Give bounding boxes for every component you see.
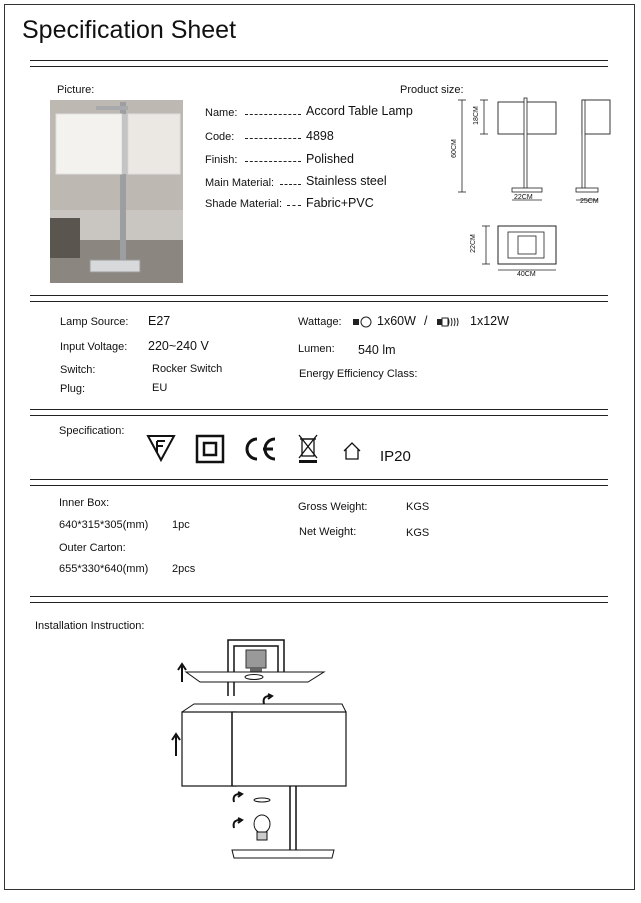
- net-weight-label: Net Weight:: [299, 526, 357, 538]
- inner-box-label: Inner Box:: [59, 497, 110, 509]
- wattage-incandescent: 1x60W: [377, 314, 416, 328]
- wattage-cfl: 1x12W: [470, 314, 509, 328]
- separator: [30, 409, 608, 416]
- separator: [30, 596, 608, 603]
- switch-value: Rocker Switch: [152, 363, 223, 375]
- gross-weight-label: Gross Weight:: [298, 501, 368, 513]
- lumen-label: Lumen:: [298, 343, 335, 355]
- input-voltage-label: Input Voltage:: [60, 341, 128, 353]
- outer-carton-size: 655*330*640(mm): [59, 563, 149, 575]
- energy-class-label: Energy Efficiency Class:: [299, 368, 418, 380]
- weee-bin-icon: [296, 432, 320, 464]
- side-view-drawing: [572, 96, 612, 206]
- leader-dashes: [287, 205, 301, 206]
- detail-label: Shade Material:: [205, 198, 283, 210]
- incandescent-bulb-icon: [352, 316, 374, 328]
- separator: [30, 479, 608, 486]
- input-voltage-value: 220~240 V: [148, 339, 209, 353]
- detail-value: Fabric+PVC: [306, 196, 374, 210]
- outer-carton-qty: 2pcs: [172, 563, 196, 575]
- product-size-label: Product size:: [400, 84, 464, 96]
- ce-icon: [241, 434, 279, 464]
- indoor-house-icon: [342, 441, 362, 461]
- separator: [30, 60, 608, 67]
- dim-side-width-label: 25CM: [580, 198, 599, 205]
- lamp-source-label: Lamp Source:: [60, 316, 129, 328]
- dim-base-depth-label: 22CM: [469, 234, 477, 253]
- dim-top-width-label: 40CM: [517, 271, 536, 278]
- lamp-source-value: E27: [148, 314, 171, 328]
- detail-value: Stainless steel: [306, 174, 387, 188]
- net-weight-unit: KGS: [406, 527, 430, 539]
- leader-dashes: [280, 184, 301, 185]
- gross-weight-unit: KGS: [406, 501, 430, 513]
- f-mark-icon: [146, 433, 176, 463]
- specification-label: Specification:: [59, 425, 125, 437]
- product-photo: [50, 100, 183, 283]
- picture-label: Picture:: [57, 84, 95, 96]
- leader-dashes: [245, 161, 301, 162]
- dim-shade-height-label: 18CM: [472, 106, 480, 125]
- plug-label: Plug:: [60, 383, 86, 395]
- class2-icon: [195, 434, 225, 464]
- leader-dashes: [245, 114, 301, 115]
- dim-height-label: 60CM: [450, 139, 458, 158]
- wattage-label: Wattage:: [298, 316, 342, 328]
- front-view-drawing: [450, 96, 560, 206]
- switch-label: Switch:: [60, 364, 96, 376]
- page-title: Specification Sheet: [22, 16, 237, 44]
- inner-box-size: 640*315*305(mm): [59, 519, 149, 531]
- cfl-bulb-icon: [436, 316, 462, 328]
- installation-diagram: [168, 632, 348, 864]
- dim-base-width-label: 22CM: [514, 194, 533, 201]
- detail-value: Accord Table Lamp: [306, 104, 413, 118]
- inner-box-qty: 1pc: [172, 519, 190, 531]
- wattage-separator: /: [424, 314, 428, 328]
- detail-label: Code:: [205, 131, 235, 143]
- separator: [30, 295, 608, 302]
- detail-value: Polished: [306, 152, 354, 166]
- detail-value: 4898: [306, 129, 334, 143]
- plug-value: EU: [152, 382, 168, 394]
- leader-dashes: [245, 138, 301, 139]
- lumen-value: 540 lm: [358, 343, 396, 357]
- outer-carton-label: Outer Carton:: [59, 542, 126, 554]
- detail-label: Name:: [205, 107, 238, 119]
- ip-rating: IP20: [380, 448, 411, 465]
- detail-label: Main Material:: [205, 177, 275, 189]
- detail-label: Finish:: [205, 154, 238, 166]
- installation-label: Installation Instruction:: [35, 620, 145, 632]
